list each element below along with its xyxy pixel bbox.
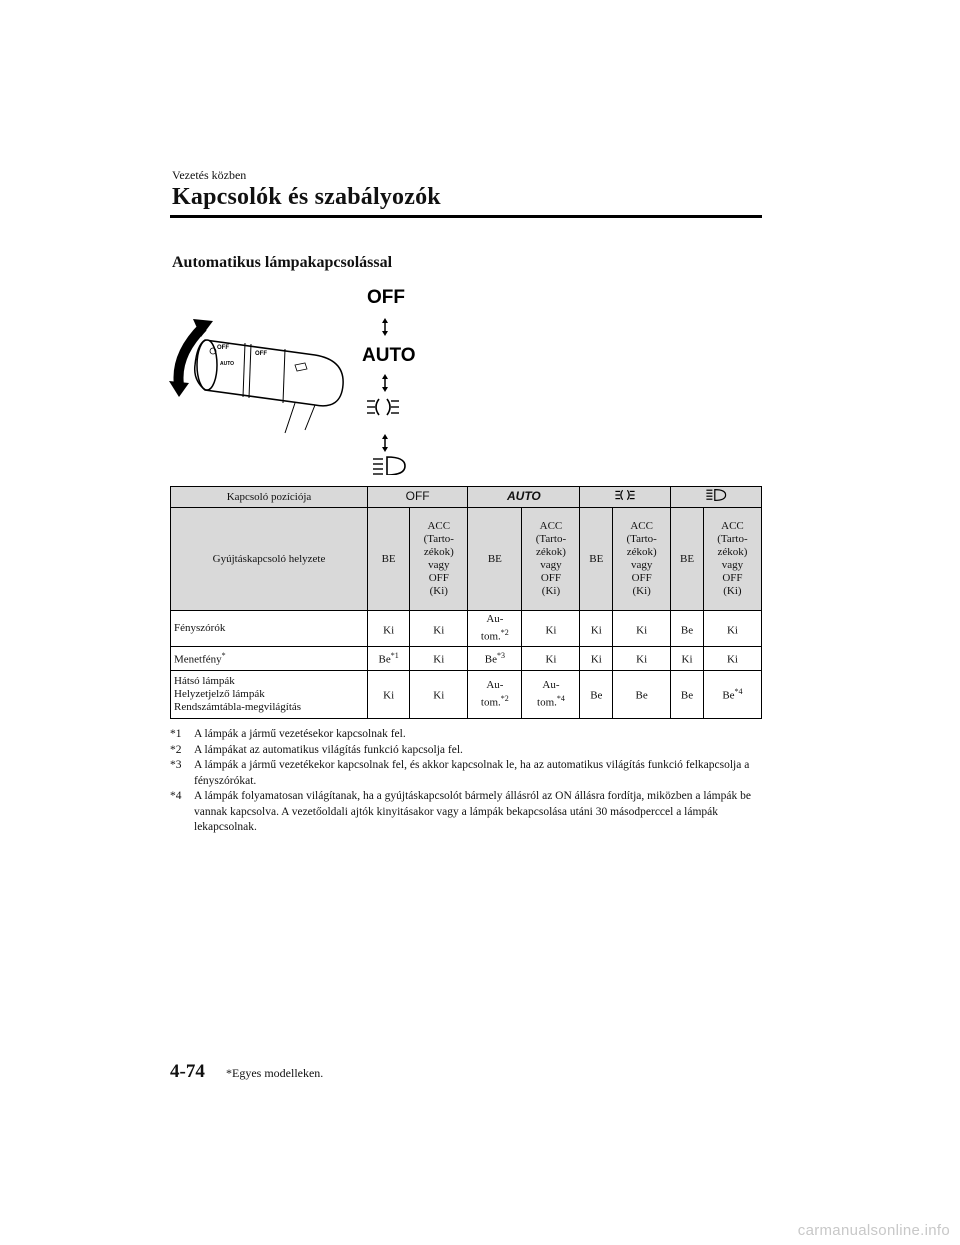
position-auto-label: AUTO [362,345,416,366]
watermark: carmanualsonline.info [797,1222,950,1239]
table-cell: Be [613,670,671,718]
table-cell: Ki [671,646,704,670]
footnote: *1 A lámpák a jármű vezetésekor kapcsolnak fel. [170,728,406,740]
lever-off2-text: OFF [255,351,267,357]
header-parking [580,487,671,508]
table-cell: Ki [522,611,580,647]
header-headlight [671,487,762,508]
footnote: *4 A lámpák folyamatosan világítanak, ha a gyújtáskapcsolót bármely állásról az ON állásra fordítja, miközben a lámpák be vannak kapcsolva. A vezetőoldali ajtók kinyitásakor vagy a lámpák bekapcsolása utáni 30 másodperccel a lámpák lekapcsolnak. [170,790,751,833]
table-cell: Ki [613,611,671,647]
table-row [171,646,762,670]
ign-acc-1: ACC (Tarto- zékok) vagy OFF (Ki) [410,508,468,611]
row-label: Fényszórók [171,611,368,647]
lever-illustration [165,285,455,475]
header-auto [468,487,580,508]
row-label: Menetfény* [171,646,368,670]
table-row [171,611,762,647]
light-switch-table [170,486,762,719]
ign-acc-2: ACC (Tarto- zékok) vagy OFF (Ki) [522,508,580,611]
headlight-icon [705,489,727,501]
table-cell: Be [671,611,704,647]
headlight-icon [373,457,405,475]
table-cell: Ki [368,670,410,718]
table-cell: Be [671,670,704,718]
sub-heading: Automatikus lámpakapcsolással [172,254,393,271]
lever-off-text: OFF [217,345,229,351]
footnote: *3 A lámpák a jármű vezetékekor kapcsolnak fel, és akkor kapcsolnak le, ha az automatikus világítás funkció felkapcsolja a fényszórókat. [170,759,750,787]
page-footnote: *Egyes modelleken. [226,1066,324,1080]
table-cell: Ki [613,646,671,670]
ign-acc-4: ACC (Tarto- zékok) vagy OFF (Ki) [703,508,761,611]
title-rule [170,215,762,218]
row-label: Hátsó lámpák Helyzetjelző lámpák Rendszámtábla-megvilágítás [171,670,368,718]
position-off-label: OFF [367,287,405,308]
ignition-label: Gyújtáskapcsoló helyzete [171,508,368,611]
ign-on-4: BE [671,508,704,611]
ign-acc-3: ACC (Tarto- zékok) vagy OFF (Ki) [613,508,671,611]
table-cell: Ki [703,611,761,647]
table-header-row [171,487,762,508]
ign-on-1: BE [368,508,410,611]
footnote: *2 A lámpákat az automatikus világítás funkció kapcsolja fel. [170,743,463,756]
header-off-text: OFF [405,489,430,503]
headlight-switch-figure [165,285,455,475]
parking-light-icon [367,399,399,415]
table-cell: Ki [703,646,761,670]
header-switch-position: Kapcsoló pozíciója [171,487,368,508]
table-cell: Au- tom.$^{*4}$ [522,670,580,718]
footnotes [170,727,765,836]
table-ignition-row [171,508,762,611]
table-cell: Ki [580,646,613,670]
header-auto-text: AUTO [506,489,541,503]
ign-on-2: BE [468,508,522,611]
table-cell: Be$^{*4}$ [703,670,761,718]
header-off [368,487,468,508]
page-number: 4-74 [170,1061,205,1082]
table-cell: Ki [410,646,468,670]
table-cell: Be [580,670,613,718]
table-row [171,670,762,718]
parking-light-icon [612,489,638,501]
table-cell: Ki [580,611,613,647]
table-cell: Ki [368,611,410,647]
table-cell: Be$^{*3}$ [468,646,522,670]
table-cell: Au- tom.$^{*2}$ [468,611,522,647]
table-cell: Ki [410,670,468,718]
table-cell: Ki [410,611,468,647]
lever-auto-text: AUTO [220,361,235,367]
ign-on-3: BE [580,508,613,611]
table-cell: Be$^{*1}$ [368,646,410,670]
section-label: Vezetés közben [172,168,247,182]
table-cell: Au- tom.$^{*2}$ [468,670,522,718]
page-title: Kapcsolók és szabályozók [172,184,441,210]
table-cell: Ki [522,646,580,670]
